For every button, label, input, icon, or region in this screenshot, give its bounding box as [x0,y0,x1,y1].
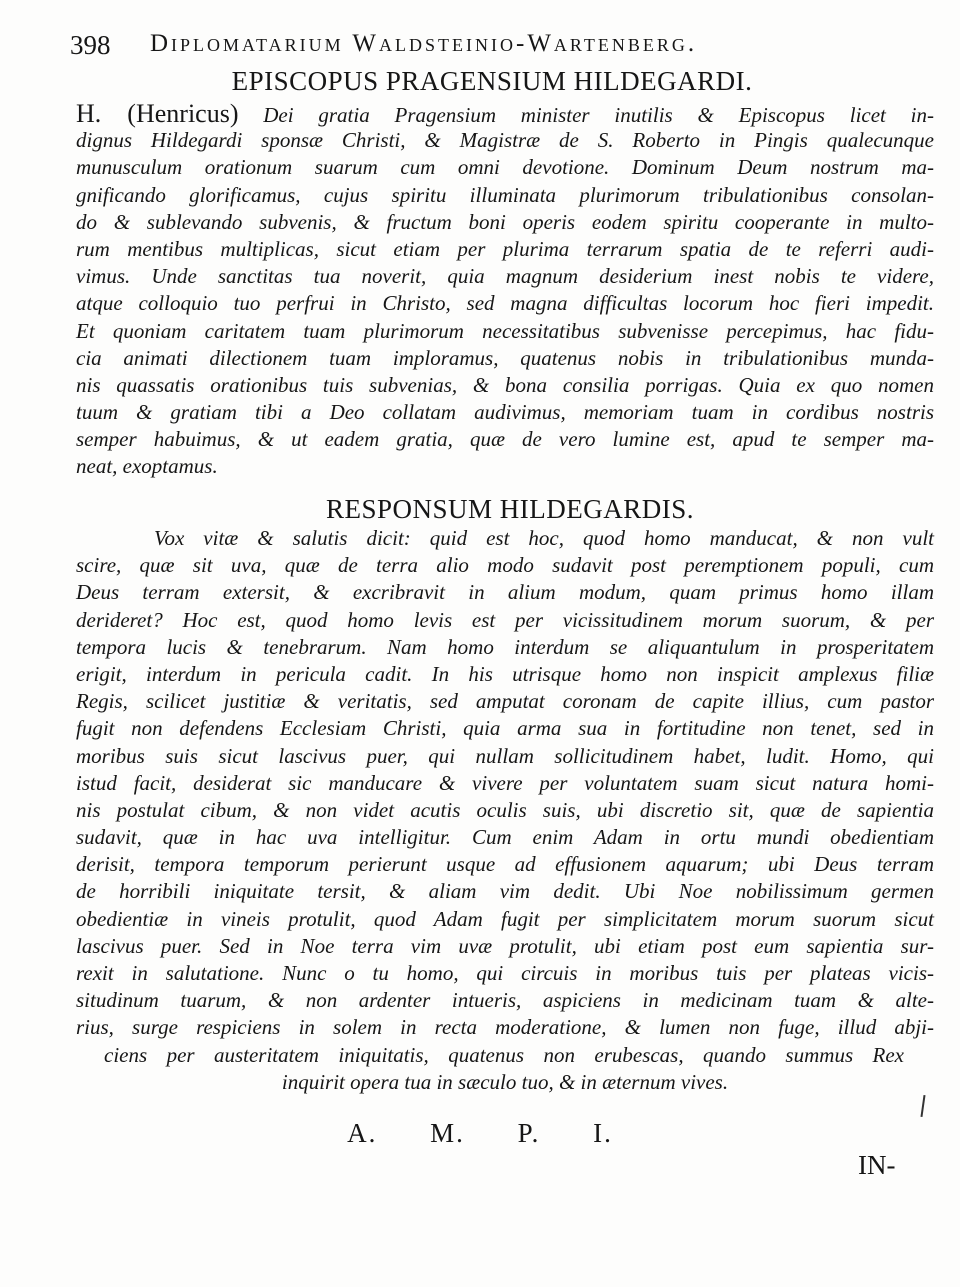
text-line: nis quassatis orationibus tuis subvenias, & bona consilia porrigas. Quia ex quo nomen [76,372,934,397]
text-line: tuum & gratiam tibi a Deo collatam audivimus, memoriam tuam in cordibus nostris [76,400,934,425]
text-line: derisit, tempora temporum perierunt usque ad effusionem aquarum; ubi Deus terram [76,852,934,877]
text-line: obedientiæ in vineis protulit, quod Adam fugit per simplicitatem morum suorum sicut [76,906,934,931]
text-line: H. (Henricus) Dei gratia Pragensium minister inutilis & Episcopus licet in- [76,99,934,128]
margin-mark [920,1095,925,1117]
text-line: situdinum tuarum, & non ardenter intueris, aspiciens in medicinam tuam & alte- [76,988,934,1013]
text-line: Vox vitæ & salutis dicit: quid est hoc, quod homo manducat, & non vult [154,526,934,550]
letter-heading: EPISCOPUS PRAGENSIUM HILDEGARDI. [231,66,753,96]
response-body [76,525,934,1096]
text-line: moribus suis sicut lascivus puer, qui nullam sollicitudinem habet, ludit. Homo, qui [76,743,934,768]
running-head [70,30,950,64]
text-line: Regis, scilicet justitiæ & veritatis, sed amputat coronam de capite illius, cum pastor [76,689,934,714]
page-number: 398 [70,30,111,60]
text-line: cia animati dilectionem tuam imploramus, quatenus nobis in tribulationibus munda- [76,345,934,370]
text-line: rexit in salutatione. Nunc o tu homo, qui circuis in moribus tuis per plateas vicis- [76,961,934,985]
text-line: de horribili iniquitate tersit, & aliam vim dedit. Ubi Noe nobilissimum germen [76,879,934,904]
text-line: rum mentibus multiplicas, sicut etiam per plurima terrarum spatia de te referri audi- [76,236,934,261]
text-line: inquirit opera tua in sæculo tuo, & in æternum vives. [281,1069,729,1094]
response-heading: RESPONSUM HILDEGARDIS. [325,494,695,524]
text-line: scire, quæ sit uva, quæ de terra alio modo sudavit post peremptionem populi, cum [76,553,934,578]
text-line: nis postulat cibum, & non videt acutis oculis suis, ubi discretio sit, quæ de sapientia [76,797,934,822]
text-line: Et quoniam caritatem tuam plurimorum necessitatibus subvenisse percepimus, hac fidu- [76,318,934,343]
running-title: Diplomatarium Waldsteinio-Wartenberg. [150,30,698,57]
text-line: ciens per austeritatem iniquitatis, quatenus non erubescas, quando summus Rex [104,1042,904,1067]
text-line: lascivus puer. Sed in Noe terra vim uvæ protulit, ubi etiam post eum sapientia sur- [76,933,934,958]
catchword: IN- [858,1150,896,1180]
text-line: Deus terram extersit, & excribravit in alium modum, quam primus homo illam [76,580,934,605]
text-line: dignus Hildegardi sponsæ Christi, & Magistræ de S. Roberto in Pingis qualecunque [76,128,934,153]
letter-initial: H. (Henricus) [76,99,239,128]
text-line: do & sublevando subvenis, & fructum boni operis eodem spiritu cooperante in multo- [76,209,934,234]
text-line: atque colloquio tuo perfrui in Christo, sed magna difficultas locorum hoc fieri impedit. [76,291,934,316]
text-line: munusculum orationum suarum cum omni devotione. Dominum Deum nostrum ma- [76,155,934,180]
text-line: sudavit, quæ in hac uva intelligitur. Cum enim Adam in ortu mundi obedientiam [76,825,934,850]
letter-body [76,100,934,481]
text-line: rius, surge respiciens in solem in recta moderatione, & lumen non fuge, illud abji- [76,1015,934,1040]
text-line: gnificando glorificamus, cujus spiritu illuminata plurimorum tribulationibus consolan- [76,182,934,207]
text-line: fugit non defendens Ecclesiam Christi, quia arma sua in fortitudine non tenet, sed in [76,716,934,741]
text-line: tempora lucis & tenebrarum. Nam homo interdum se aliquantulum in prosperitatem [76,634,934,659]
text-line: neat, exoptamus. [76,454,218,479]
text-line: derideret? Hoc est, quod homo levis est per vicissitudinem morum suorum, & per [76,607,934,632]
text-line: istud facit, desiderat sic manducare & vivere per voluntatem suam sicut natura homi- [76,770,934,795]
closing-letters: A. M. P. I. [347,1118,613,1148]
text-line: vimus. Unde sanctitas tua noverit, quia magnum desiderium inest nobis te videre, [76,264,934,289]
text-line: semper habuimus, & ut eadem gratia, quæ de vero lumine est, apud te semper ma- [76,427,934,452]
text-line: erigit, interdum in pericula cadit. In his utrisque homo non inspicit amplexus filiæ [76,661,934,686]
